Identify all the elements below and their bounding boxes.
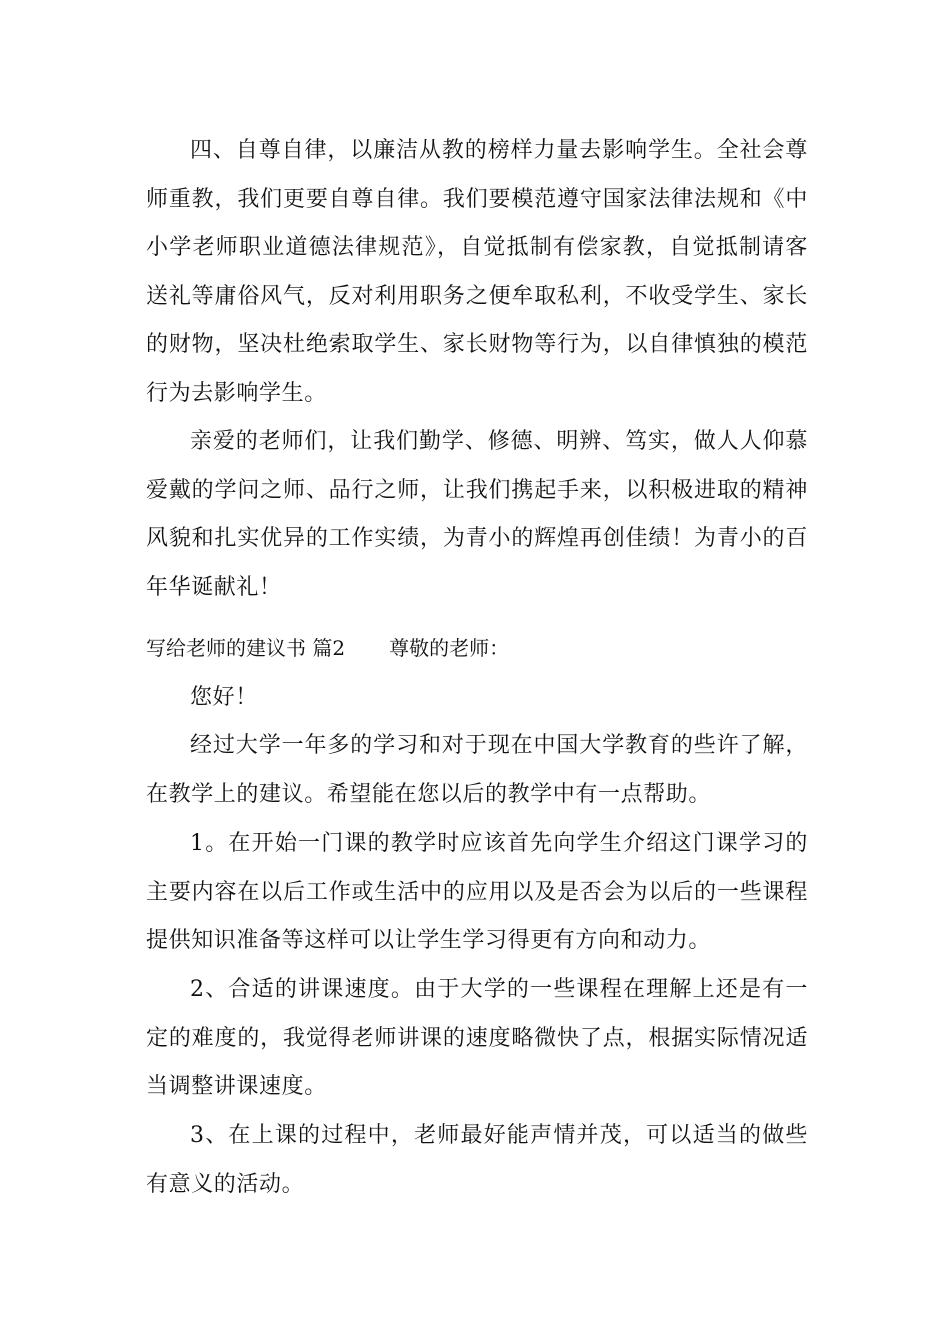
suggestion-item-2: 2、合适的讲课速度。由于大学的一些课程在理解上还是有一定的难度的，我觉得老师讲课的速度略微快了点，根据实际情况适当调整讲课速度。	[146, 977, 808, 1099]
suggestion-item-1: 1。在开始一门课的教学时应该首先向学生介绍这门课学习的主要内容在以后工作或生活中的应用以及是否会为以后的一些课程提供知识准备等这样可以让学生学习得更有方向和动力。	[146, 831, 808, 953]
suggestion-item-3: 3、在上课的过程中，老师最好能声情并茂，可以适当的做些有意义的活动。	[146, 1123, 808, 1197]
letter-intro-paragraph: 经过大学一年多的学习和对于现在中国大学教育的些许了解，在教学上的建议。希望能在您以后的教学中有一点帮助。	[146, 733, 808, 807]
paragraph-self-discipline: 四、自尊自律，以廉洁从教的榜样力量去影响学生。全社会尊师重教，我们更要自尊自律。我们要模范遵守国家法律法规和《中小学老师职业道德法律规范》，自觉抵制有偿家教，自觉抵制请客送礼等庸俗风气，反对利用职务之便牟取私利，不收受学生、家长的财物，坚决杜绝索取学生、家长财物等行为，以自律慎独的模范行为去影响学生。	[146, 138, 808, 406]
letter-salutation: 尊敬的老师：	[389, 636, 510, 660]
letter-greeting: 您好！	[190, 685, 258, 710]
letter-heading	[146, 633, 808, 663]
paragraph-closing-appeal: 亲爱的老师们，让我们勤学、修德、明辨、笃实，做人人仰慕爱戴的学问之师、品行之师，让我们携起手来，以积极进取的精神风貌和扎实优异的工作实绩，为青小的辉煌再创佳绩！为青小的百年华诞献礼！	[146, 429, 808, 600]
section-title: 写给老师的建议书 篇2	[146, 636, 346, 660]
